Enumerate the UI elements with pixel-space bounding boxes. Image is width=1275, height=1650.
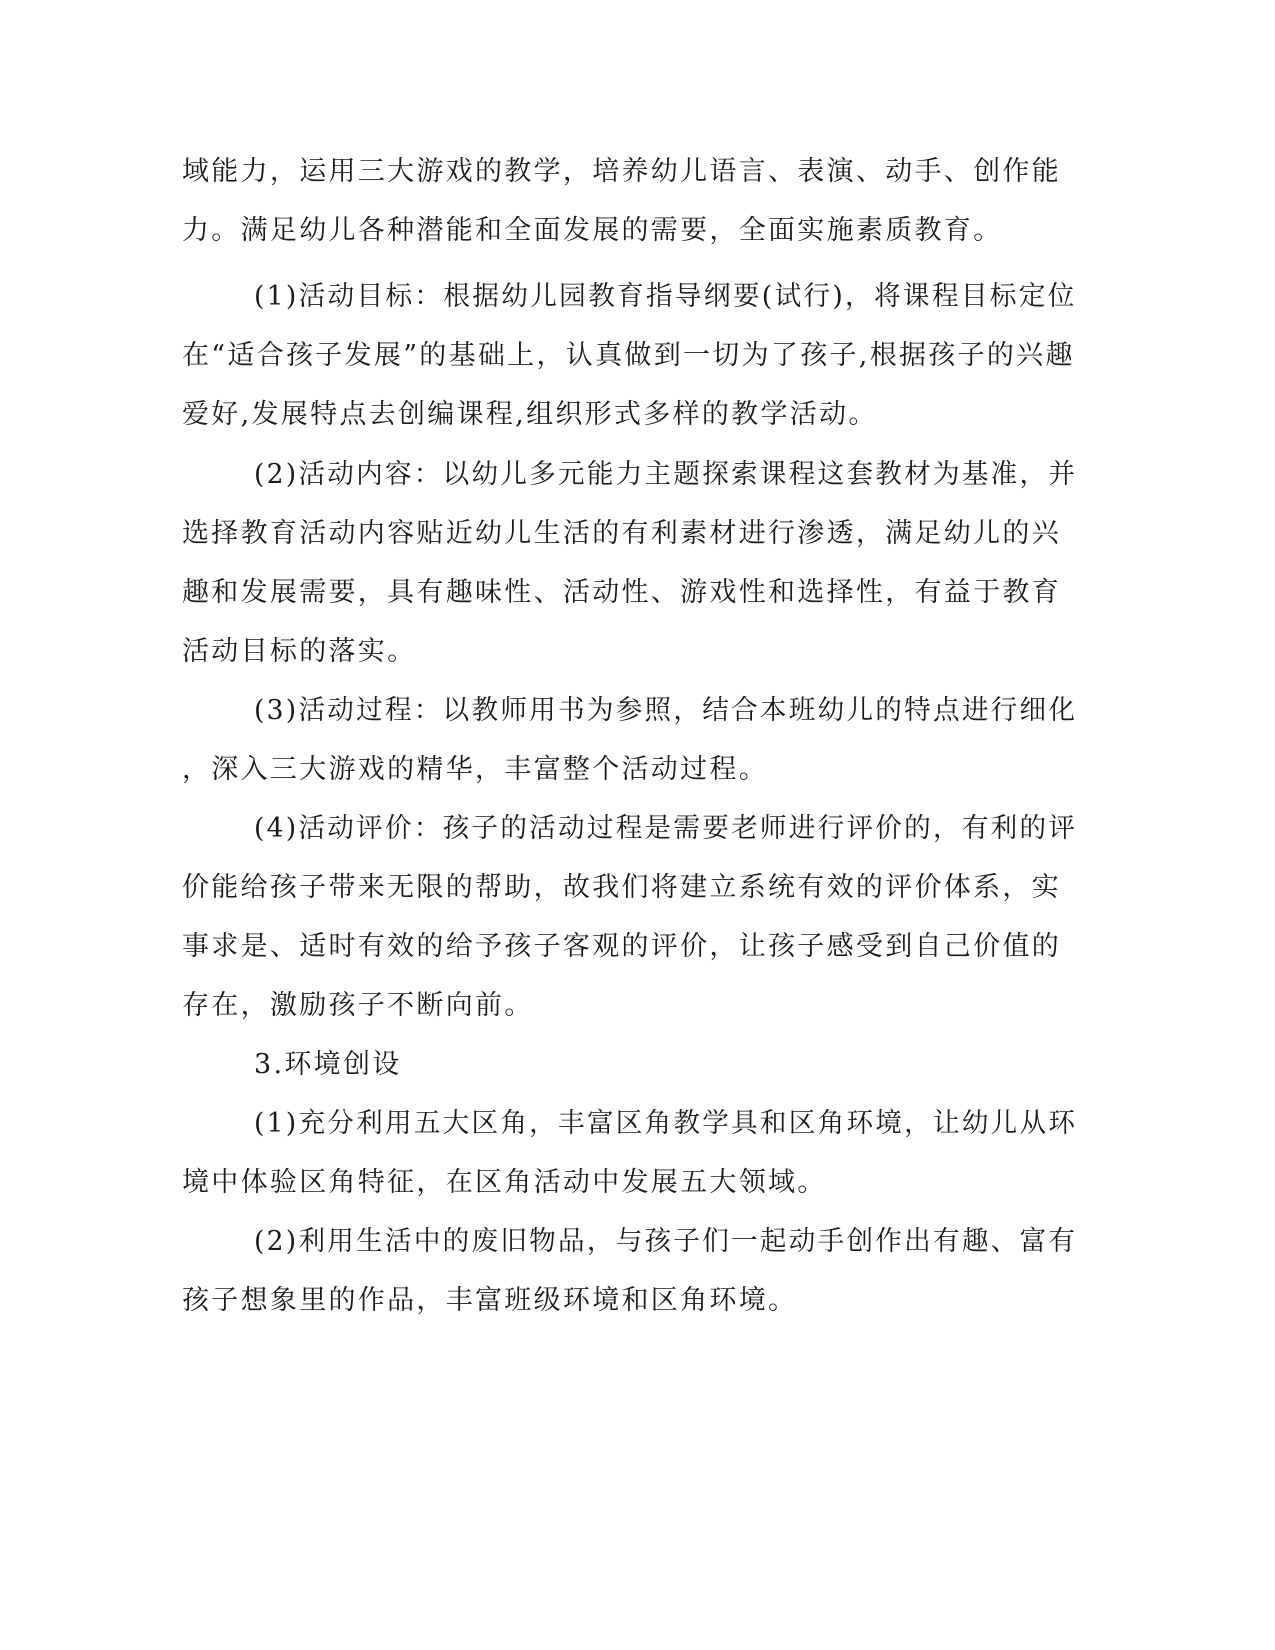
text-line: 境中体验区角特征，在区角活动中发展五大领域。: [182, 1167, 827, 1198]
text-line: 趣和发展需要，具有趣味性、活动性、游戏性和选择性，有益于教育: [182, 577, 1061, 608]
text-line: (1)充分利用五大区角，丰富区角教学具和区角环境，让幼儿从环: [254, 1108, 1078, 1139]
text-line: (3)活动过程：以教师用书为参照，结合本班幼儿的特点进行细化: [254, 695, 1078, 726]
text-line: 域能力，运用三大游戏的教学，培养幼儿语言、表演、动手、创作能: [182, 156, 1061, 187]
text-line: 在“适合孩子发展”的基础上，认真做到一切为了孩子,根据孩子的兴趣: [182, 340, 1075, 371]
text-line: 力。满足幼儿各种潜能和全面发展的需要，全面实施素质教育。: [182, 215, 1003, 246]
text-line: (2)活动内容：以幼儿多元能力主题探索课程这套教材为基准，并: [254, 459, 1078, 490]
text-line: 活动目标的落实。: [182, 636, 417, 667]
text-line: 爱好,发展特点去创编课程,组织形式多样的教学活动。: [182, 399, 878, 430]
text-line: 孩子想象里的作品，丰富班级环境和区角环境。: [182, 1285, 798, 1316]
text-line: 选择教育活动内容贴近幼儿生活的有利素材进行渗透，满足幼儿的兴: [182, 518, 1061, 549]
text-line: ，深入三大游戏的精华，丰富整个活动过程。: [182, 754, 768, 785]
text-line: (4)活动评价：孩子的活动过程是需要老师进行评价的，有利的评: [254, 813, 1078, 844]
text-line: 存在，激励孩子不断向前。: [182, 990, 534, 1021]
text-line: (2)利用生活中的废旧物品，与孩子们一起动手创作出有趣、富有: [254, 1226, 1078, 1257]
text-line: 事求是、适时有效的给予孩子客观的评价，让孩子感受到自己价值的: [182, 931, 1061, 962]
text-line: (1)活动目标：根据幼儿园教育指导纲要(试行)，将课程目标定位: [254, 281, 1077, 312]
text-line: 价能给孩子带来无限的帮助，故我们将建立系统有效的评价体系，实: [182, 872, 1061, 903]
section-heading: 3.环境创设: [254, 1049, 402, 1080]
